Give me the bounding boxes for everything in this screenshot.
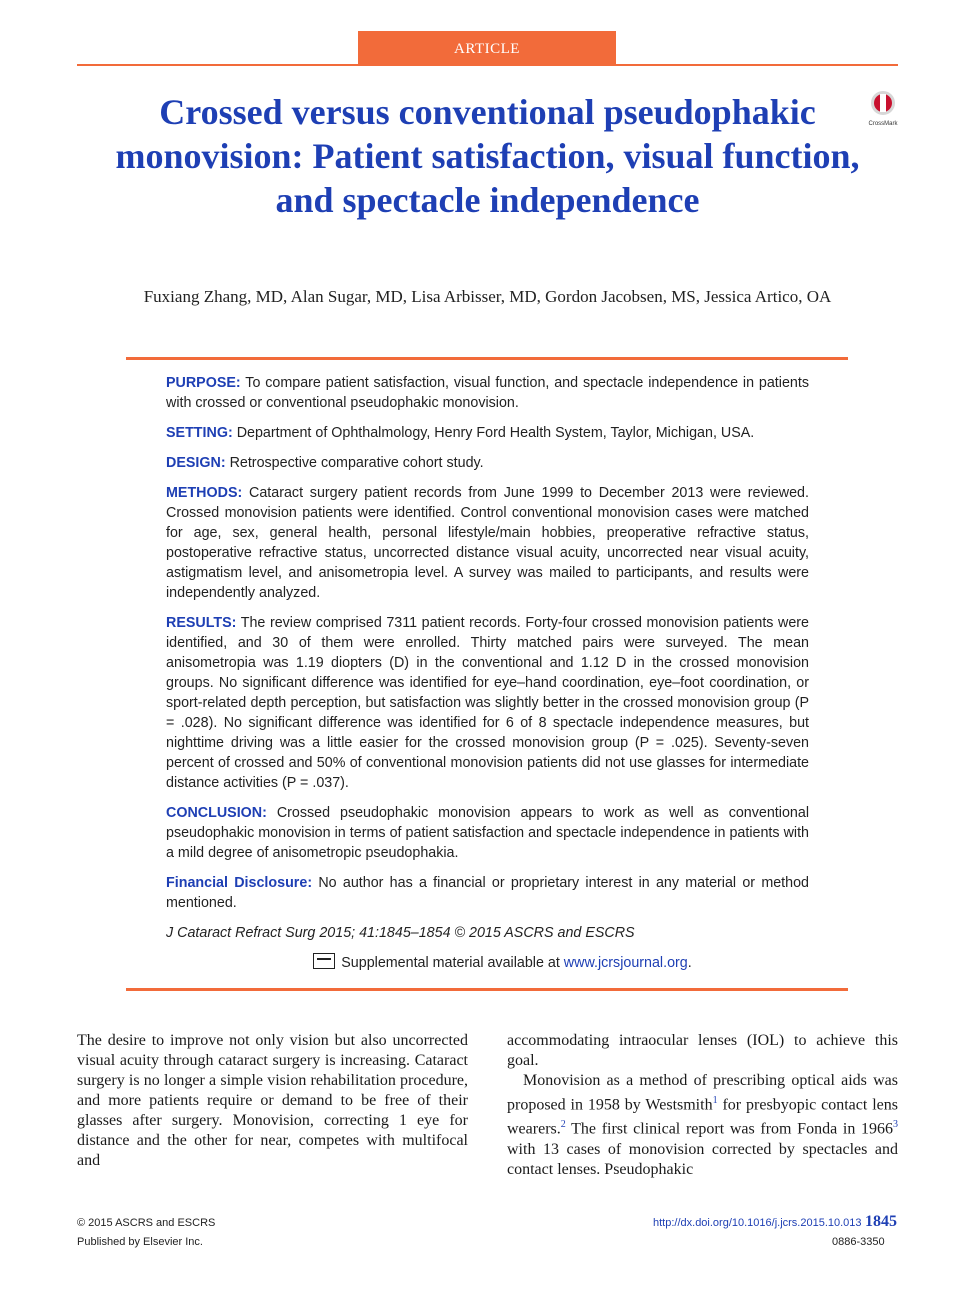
author-list: Fuxiang Zhang, MD, Alan Sugar, MD, Lisa Arbisser, MD, Gordon Jacobsen, MS, Jessica Artico, OA — [143, 287, 832, 306]
journal-link[interactable]: www.jcrsjournal.org — [563, 955, 688, 971]
crossmark-label: CrossMark — [868, 121, 898, 127]
article-type-tag: ARTICLE — [358, 31, 616, 65]
page-number: 1845 — [865, 1213, 897, 1230]
body-paragraph: accommodating intraocular lenses (IOL) to achieve this goal. — [507, 1032, 898, 1069]
footer-copyright: © 2015 ASCRS and ESCRS — [77, 1217, 216, 1229]
abstract-setting: SETTING: Department of Ophthalmology, Henry Ford Health System, Taylor, Michigan, USA. — [166, 425, 755, 441]
crossmark-icon[interactable] — [863, 88, 903, 128]
supplemental-note: Supplemental material available at www.jcrsjournal.org. — [166, 953, 809, 973]
body-paragraph: The desire to improve not only vision but also uncorrected visual acuity through cataract surgery is increasing. Cataract surgery is no longer a simple vision rehabilitation procedure, and more patients require or demand to be free of their glasses after surgery. Monovision, correcting 1 eye for distance and the other for near, competes with multifocal and — [77, 1032, 468, 1169]
supplemental-material-icon — [313, 953, 335, 969]
header-rule — [77, 64, 898, 66]
body-column-left — [77, 1031, 468, 1171]
abstract-design: DESIGN: Retrospective comparative cohort study. — [166, 455, 484, 471]
issn: 0886-3350 — [832, 1236, 885, 1248]
reference-link[interactable]: 3 — [893, 1119, 898, 1131]
abstract-results: RESULTS: The review comprised 7311 patient records. Forty-four crossed monovision patients were identified, and 30 of them were enrolled. Thirty matched pairs were surveyed. The mean anisometropia was 1.19 diopters (D) in the conventional and 1.12 D in the crossed monovision groups. No significant difference was identified for eye–hand coordination, eye–foot coordination, or sport-related depth perception, but satisfaction was slightly better in the crossed monovision group (P = .028). No significant difference was identified for 6 of 8 spectacle independence measures, but nighttime driving was a little easier for the crossed monovision group (P = .025). Seventy-seven percent of crossed and 50% of conventional monovision patients did not use glasses for intermediate distance activities (P = .037). — [166, 615, 809, 791]
abstract-top-rule — [126, 357, 848, 360]
reference-link[interactable]: 2 — [560, 1119, 566, 1131]
citation: J Cataract Refract Surg 2015; 41:1845–1854 © 2015 ASCRS and ESCRS — [166, 925, 635, 941]
abstract — [166, 373, 809, 983]
body-paragraph: Monovision as a method of prescribing optical aids was proposed in 1958 by Westsmith$^1$ for presbyopic contact lens wearers.$^2$ The first clinical report was from Fonda in 1966$^3$ with 13 cases of monovision corrected by spectacles and contact lenses. Pseudophakic — [507, 1072, 899, 1178]
doi-link[interactable]: http://dx.doi.org/10.1016/j.jcrs.2015.10.013 — [653, 1217, 862, 1229]
footer-publisher: Published by Elsevier Inc. — [77, 1236, 203, 1248]
reference-link[interactable]: 1 — [712, 1095, 718, 1106]
abstract-bottom-rule — [126, 988, 848, 991]
abstract-disclosure: Financial Disclosure: No author has a financial or proprietary interest in any material or method mentioned. — [166, 875, 810, 911]
body-column-right — [507, 1031, 898, 1180]
abstract-methods: METHODS: Cataract surgery patient records from June 1999 to December 2013 were reviewed. Crossed monovision patients were identified. Control conventional monovision cases were matched for age, sex, general health, personal lifestyle/main hobbies, preoperative refractive status, postoperative refractive status, uncorrected distance visual acuity, uncorrected near visual acuity, astigmatism level, and anisometropia level. A survey was mailed to participants, and results were independently analyzed. — [166, 485, 809, 601]
abstract-purpose: PURPOSE: To compare patient satisfaction, visual function, and spectacle independence in patients with crossed or conventional pseudophakic monovision. — [166, 375, 809, 411]
article-title: Crossed versus conventional pseudophakic monovision: Patient satisfaction, visual function, and spectacle independence — [115, 92, 860, 220]
abstract-conclusion: CONCLUSION: Crossed pseudophakic monovision appears to work as well as conventional pseudophakic monovision in terms of patient satisfaction and spectacle independence in patients with a mild degree of anisometropic pseudophakia. — [166, 805, 809, 861]
